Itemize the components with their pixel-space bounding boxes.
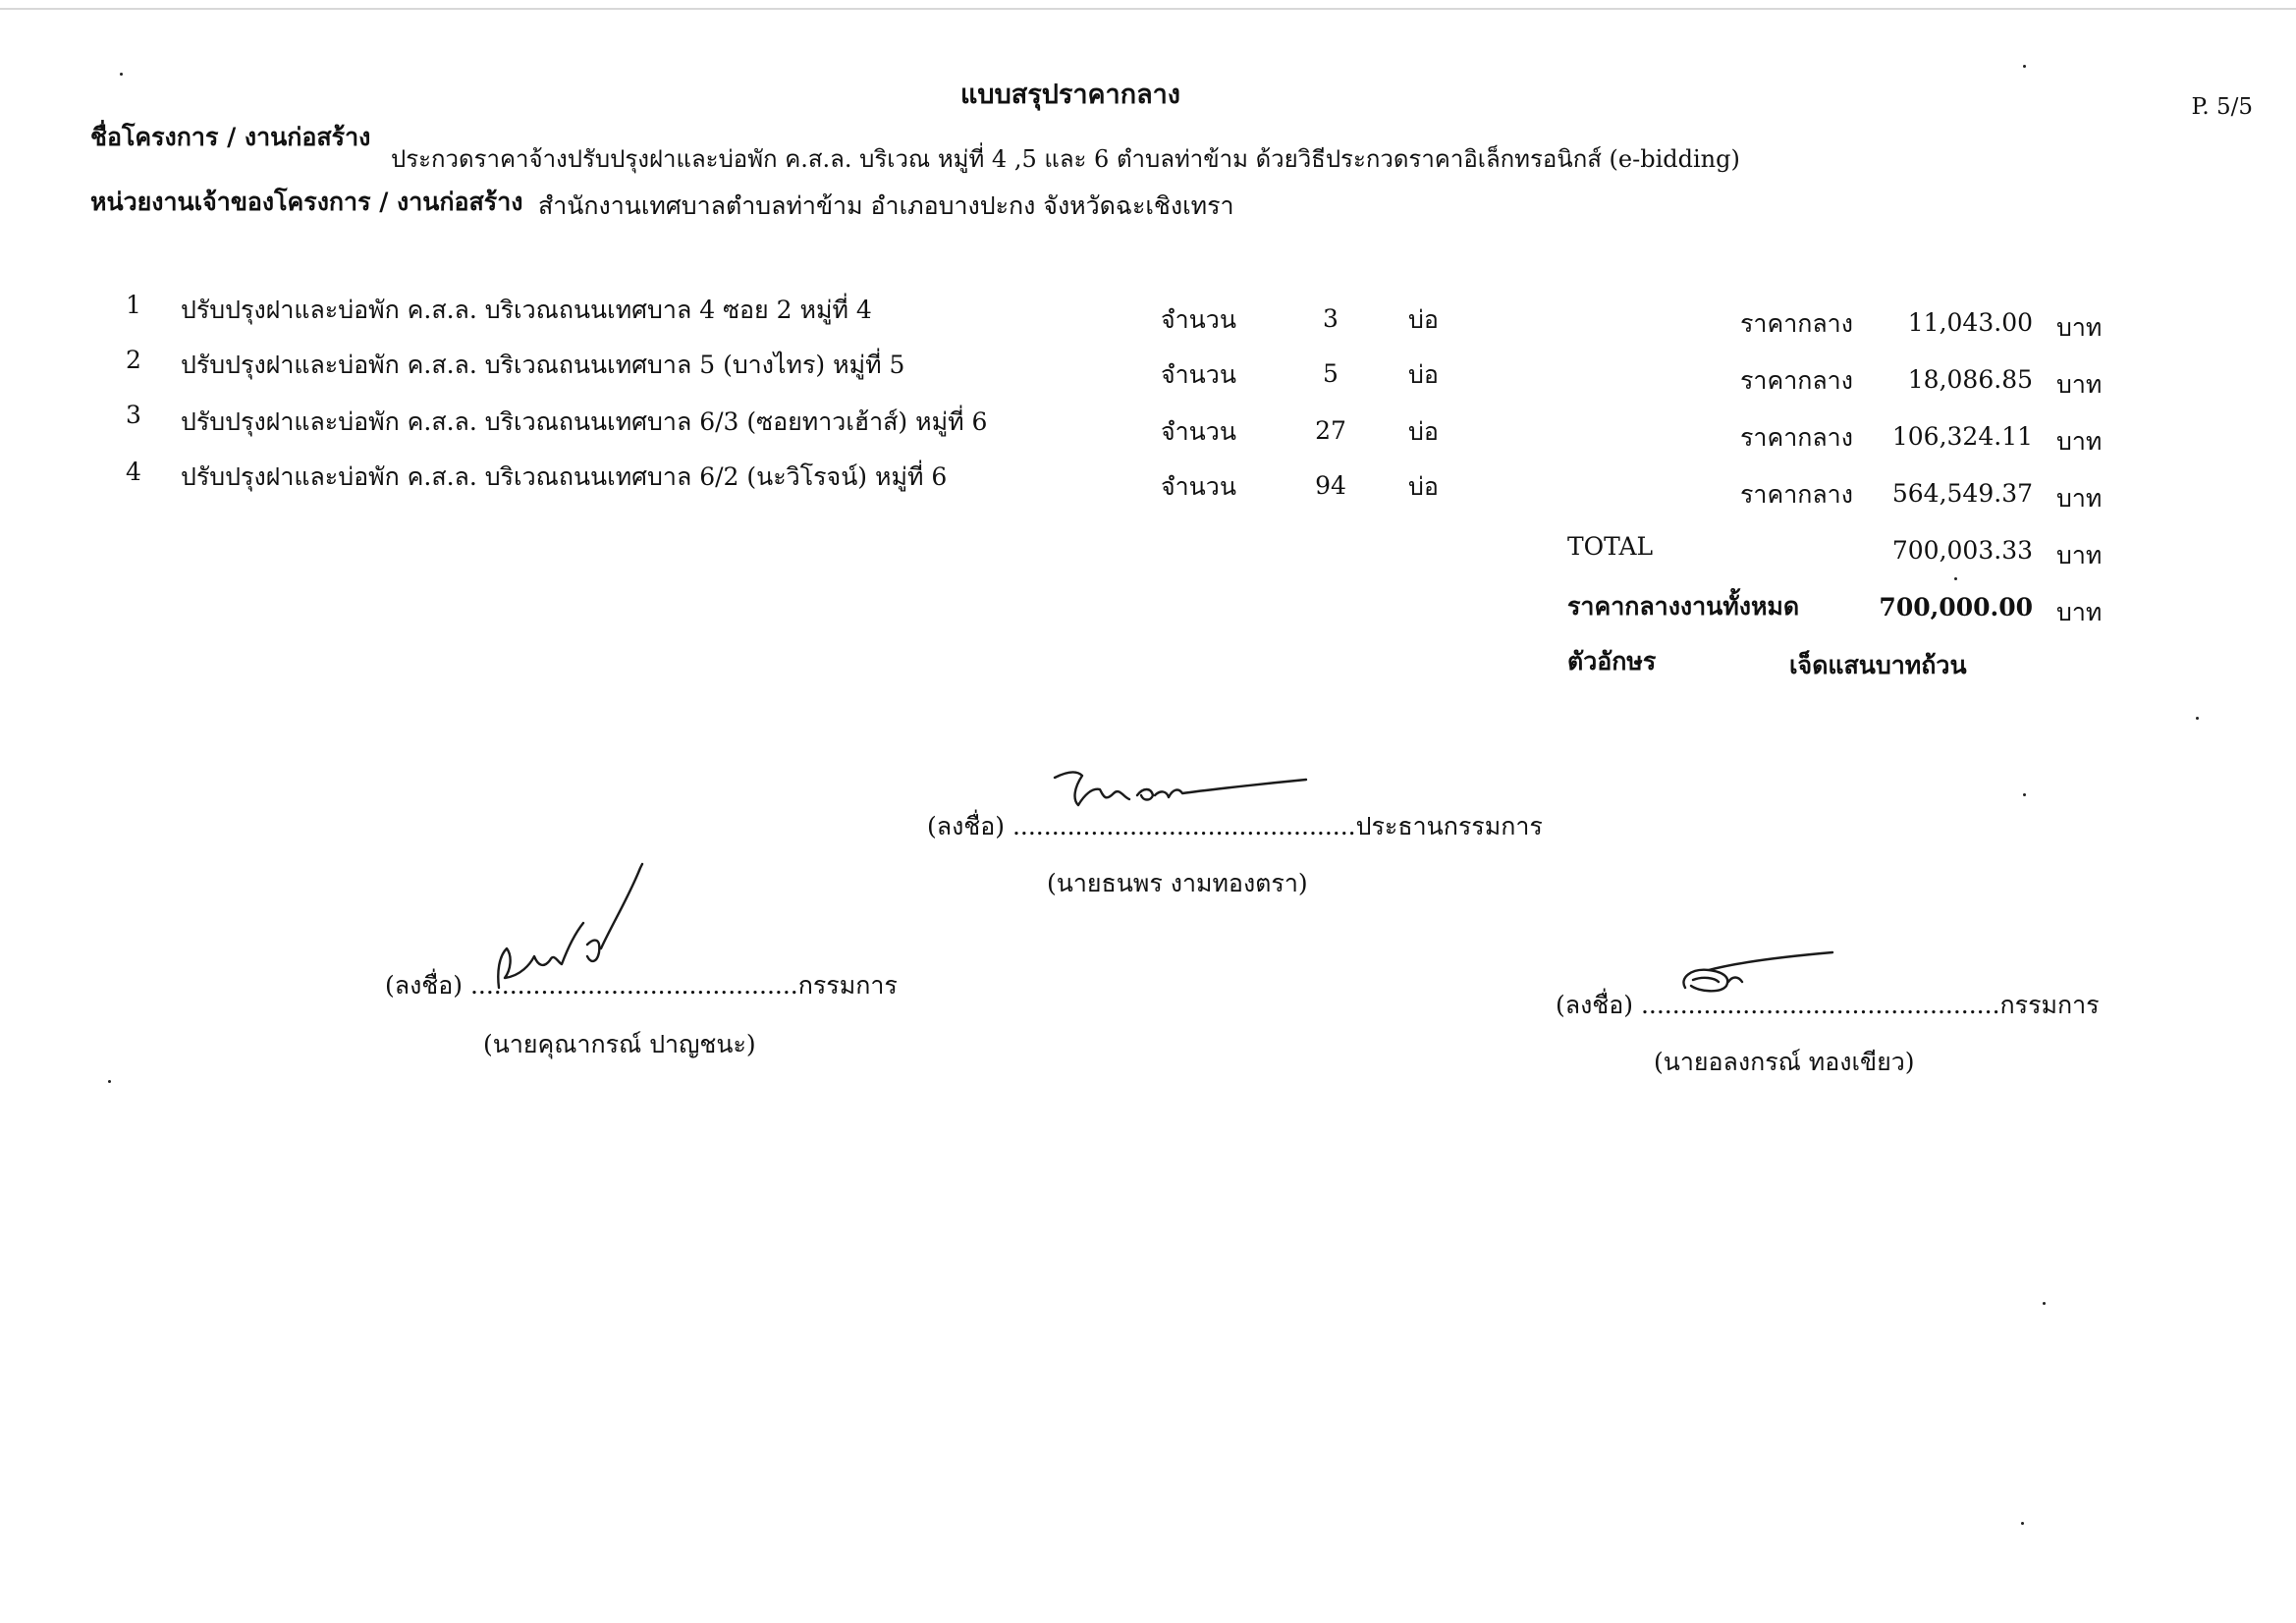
amount-in-words-value: เจ็ดแสนบาทถ้วน [1789, 651, 1967, 679]
item-number: 1 [126, 291, 141, 319]
item-price: 11,043.00 [1907, 308, 2033, 337]
item-price: 564,549.37 [1891, 479, 2033, 508]
item-currency: บาท [2056, 370, 2103, 399]
signature-line-chair: (ลงชื่อ) ............................................ประธานกรรมการ [927, 812, 1543, 840]
scan-speck [2023, 65, 2026, 68]
scan-speck [2196, 717, 2199, 720]
item-description: ปรับปรุงฝาและบ่อพัก ค.ส.ล. บริเวณถนนเทศบาล 5 (บางไทร) หมู่ที่ 5 [181, 351, 905, 379]
page-number: P. 5/5 [2191, 94, 2253, 120]
median-price-currency: บาท [2056, 598, 2103, 626]
item-quantity-label: จำนวน [1161, 305, 1236, 334]
item-price: 106,324.11 [1891, 422, 2033, 451]
project-name-label: ชื่อโครงการ / งานก่อสร้าง [90, 123, 371, 151]
item-number: 3 [126, 401, 141, 429]
item-description: ปรับปรุงฝาและบ่อพัก ค.ส.ล. บริเวณถนนเทศบาล 6/3 (ซอยทาวเฮ้าส์) หมู่ที่ 6 [181, 407, 988, 436]
item-quantity-label: จำนวน [1161, 472, 1236, 501]
item-unit: บ่อ [1408, 472, 1439, 501]
item-price: 18,086.85 [1907, 365, 2033, 394]
scan-speck [2021, 1522, 2024, 1525]
item-unit: บ่อ [1408, 417, 1439, 446]
signer-name-chair: (นายธนพร งามทองตรา) [1047, 869, 1308, 897]
project-owner-label: หน่วยงานเจ้าของโครงการ / งานก่อสร้าง [90, 188, 523, 216]
item-unit: บ่อ [1408, 305, 1439, 334]
item-currency: บาท [2056, 484, 2103, 513]
scan-speck [120, 73, 123, 76]
signer-name-member-right: (นายอลงกรณ์ ทองเขียว) [1654, 1048, 1915, 1076]
document-title: แบบสรุปราคากลาง [960, 80, 1180, 110]
item-quantity: 5 [1323, 359, 1339, 388]
item-number: 2 [126, 346, 141, 374]
item-description: ปรับปรุงฝาและบ่อพัก ค.ส.ล. บริเวณถนนเทศบาล 4 ซอย 2 หมู่ที่ 4 [181, 296, 872, 324]
item-currency: บาท [2056, 427, 2103, 456]
project-owner-value: สำนักงานเทศบาลตำบลท่าข้าม อำเภอบางปะกง จังหวัดฉะเชิงเทรา [538, 191, 1234, 220]
signer-name-member-left: (นายคุณากรณ์ ปาญชนะ) [483, 1030, 756, 1058]
total-label: TOTAL [1567, 532, 1654, 561]
signature-line-member-right: (ลงชื่อ) ..............................................กรรมการ [1556, 991, 2100, 1019]
item-currency: บาท [2056, 313, 2103, 342]
scan-speck [108, 1080, 111, 1083]
item-quantity-label: จำนวน [1161, 360, 1236, 389]
item-price-label: ราคากลาง [1740, 480, 1853, 509]
signature-line-member-left: (ลงชื่อ) ..........................................กรรมการ [385, 971, 898, 1000]
median-price-label: ราคากลางงานทั้งหมด [1567, 592, 1800, 621]
scan-speck [2043, 1302, 2046, 1305]
total-value: 700,003.33 [1891, 536, 2033, 565]
item-description: ปรับปรุงฝาและบ่อพัก ค.ส.ล. บริเวณถนนเทศบาล 6/2 (นะวิโรจน์) หมู่ที่ 6 [181, 462, 948, 491]
item-number: 4 [126, 458, 141, 486]
item-price-label: ราคากลาง [1740, 366, 1853, 395]
scan-edge-line [0, 8, 2296, 10]
median-price-value: 700,000.00 [1879, 593, 2033, 622]
item-quantity-label: จำนวน [1161, 417, 1236, 446]
project-name-value: ประกวดราคาจ้างปรับปรุงฝาและบ่อพัก ค.ส.ล. บริเวณ หมู่ที่ 4 ,5 และ 6 ตำบลท่าข้าม ด้วยวิธีประกวดราคาอิเล็กทรอนิกส์ (e-bidding) [391, 145, 1740, 173]
item-quantity: 3 [1323, 304, 1339, 333]
item-quantity: 94 [1315, 471, 1346, 500]
total-currency: บาท [2056, 541, 2103, 569]
item-quantity: 27 [1315, 416, 1346, 445]
item-price-label: ราคากลาง [1740, 309, 1853, 338]
scan-speck [2023, 793, 2026, 796]
amount-in-words-label: ตัวอักษร [1567, 647, 1657, 676]
item-price-label: ราคากลาง [1740, 423, 1853, 452]
item-unit: บ่อ [1408, 360, 1439, 389]
scan-speck [1954, 577, 1957, 580]
